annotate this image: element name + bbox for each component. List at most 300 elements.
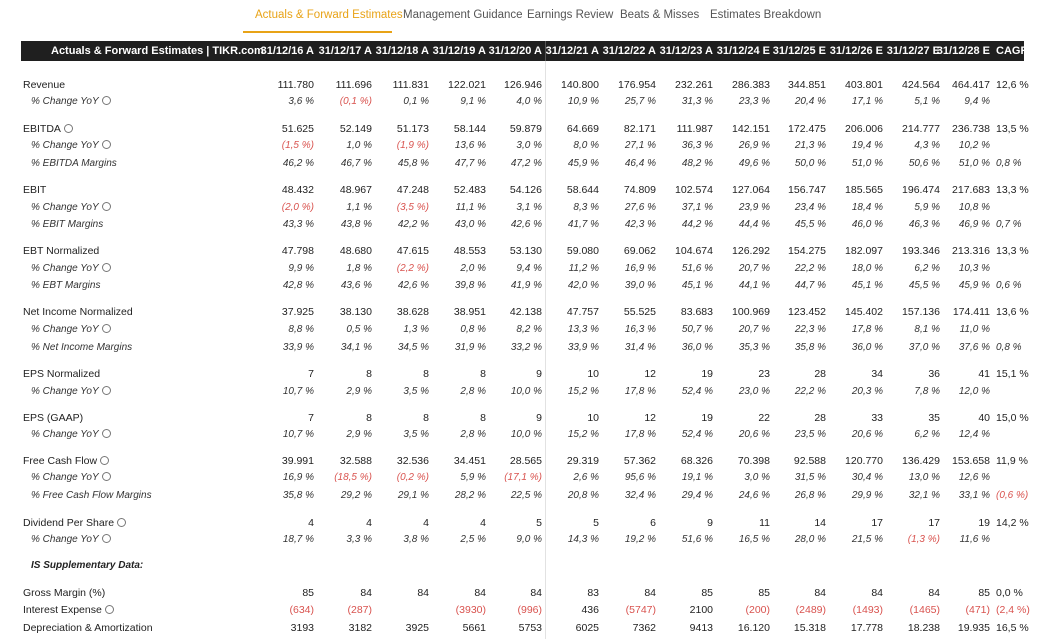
value-cell: (1493) (852, 604, 883, 616)
table-row (0, 278, 1024, 295)
row-label-text: EBITDA (23, 123, 61, 135)
row-label-text: EBT Normalized (23, 245, 100, 257)
value-cell: 12 (644, 412, 656, 424)
value-cell: 286.383 (732, 79, 770, 91)
row-label-text: EPS (GAAP) (23, 412, 84, 424)
value-cell: 11,2 % (568, 263, 599, 274)
info-icon[interactable] (102, 263, 111, 272)
column-header-date: 31/12/16 A (260, 45, 314, 57)
value-cell: 19 (978, 517, 990, 529)
value-cell: 47,2 % (510, 158, 542, 169)
tab-earnings-review[interactable]: Earnings Review (527, 9, 614, 21)
value-cell: 39.991 (281, 455, 314, 467)
value-cell: 47.798 (281, 245, 314, 257)
value-cell: 436 (581, 604, 599, 616)
value-cell: 154.275 (788, 245, 826, 257)
value-cell: 46,0 % (851, 219, 883, 230)
value-cell: 35,8 % (794, 342, 826, 353)
value-cell: 9 (536, 412, 542, 424)
value-cell: 26,8 % (794, 490, 826, 501)
value-cell: (5747) (625, 604, 656, 616)
value-cell: 122.021 (448, 79, 486, 91)
value-cell: 3193 (290, 622, 314, 634)
value-cell: 5 (593, 517, 599, 529)
value-cell: 42,6 % (510, 219, 542, 230)
value-cell: 26,9 % (738, 140, 770, 151)
value-cell: 38.130 (339, 306, 372, 318)
value-cell: 34.451 (453, 455, 486, 467)
value-cell: 9,4 % (516, 263, 542, 274)
column-header-date: 31/12/21 A (545, 45, 599, 57)
info-icon[interactable] (100, 456, 109, 465)
value-cell: 33,9 % (567, 342, 599, 353)
info-icon[interactable] (102, 96, 111, 105)
table-row (0, 94, 1024, 111)
value-cell: 7 (308, 412, 314, 424)
value-cell: 52,4 % (681, 386, 713, 397)
value-cell: 51,0 % (851, 158, 883, 169)
value-cell: 9,9 % (288, 263, 314, 274)
column-header-date: 31/12/28 E (936, 45, 990, 57)
value-cell: 53.130 (509, 245, 542, 257)
value-cell: 44,7 % (794, 280, 826, 291)
row-label (31, 219, 103, 230)
value-cell: 68.326 (680, 455, 713, 467)
value-cell: 10,8 % (958, 202, 990, 213)
row-label-text: % EBITDA Margins (31, 158, 117, 169)
value-cell: 51.173 (396, 123, 429, 135)
value-cell: 46,7 % (340, 158, 372, 169)
value-cell: 111.696 (335, 79, 372, 91)
value-cell: 3,0 % (516, 140, 542, 151)
value-cell: 19.935 (957, 622, 990, 634)
value-cell: 21,3 % (794, 140, 826, 151)
value-cell: (3,5 %) (396, 202, 429, 213)
value-cell: 3,1 % (516, 202, 542, 213)
column-header-date: 31/12/22 A (602, 45, 656, 57)
value-cell: 9,0 % (516, 534, 542, 545)
value-cell: 43,6 % (340, 280, 372, 291)
value-cell: 10,7 % (282, 429, 314, 440)
value-cell: 18,7 % (282, 534, 314, 545)
value-cell: 23 (758, 368, 770, 380)
table-header (21, 41, 1029, 61)
info-icon[interactable] (102, 140, 111, 149)
value-cell: 196.474 (902, 184, 940, 196)
value-cell: 12,4 % (958, 429, 990, 440)
value-cell: 31,3 % (681, 96, 713, 107)
value-cell: 45,1 % (851, 280, 883, 291)
value-cell: 23,0 % (738, 386, 770, 397)
value-cell: 52,4 % (681, 429, 713, 440)
table-row (0, 138, 1024, 155)
row-label-text: % Change YoY (31, 96, 99, 107)
row-label (31, 534, 111, 545)
value-cell: 45,5 % (908, 280, 940, 291)
column-header-date: 31/12/27 E (886, 45, 940, 57)
value-cell: 0,8 % (460, 324, 486, 335)
value-cell: 213.316 (952, 245, 990, 257)
value-cell: 15,2 % (567, 429, 599, 440)
info-icon[interactable] (102, 429, 111, 438)
value-cell: 84 (417, 587, 429, 599)
value-cell: 92.588 (793, 455, 826, 467)
value-cell: 2,8 % (460, 386, 486, 397)
value-cell: 3925 (405, 622, 429, 634)
value-cell: 11,0 % (959, 324, 990, 335)
value-cell: (0,1 %) (339, 96, 372, 107)
value-cell: 127.064 (732, 184, 770, 196)
value-cell: 4 (366, 517, 372, 529)
value-cell: 83.683 (680, 306, 713, 318)
value-cell: 3,0 % (744, 472, 770, 483)
table-row (0, 340, 1024, 357)
value-cell: 145.402 (845, 306, 883, 318)
value-cell: 33,2 % (510, 342, 542, 353)
cagr-cell: 12,6 % (996, 79, 1029, 91)
value-cell: 31,5 % (794, 472, 826, 483)
value-cell: 10 (587, 368, 599, 380)
value-cell: 33 (871, 412, 883, 424)
row-label-text: EPS Normalized (23, 368, 101, 380)
value-cell: 6,2 % (914, 263, 940, 274)
row-label-text: Gross Margin (%) (23, 587, 106, 599)
value-cell: 13,3 % (567, 324, 599, 335)
value-cell: 8 (480, 412, 486, 424)
cagr-cell: 13,3 % (996, 245, 1029, 257)
value-cell: 32,4 % (624, 490, 656, 501)
table-row (0, 585, 1024, 602)
value-cell: 23,9 % (738, 202, 770, 213)
value-cell: 3,8 % (403, 534, 429, 545)
row-label-text: Depreciation & Amortization (23, 622, 153, 634)
value-cell: 140.800 (561, 79, 599, 91)
value-cell: 48.553 (453, 245, 486, 257)
value-cell: 45,8 % (397, 158, 429, 169)
value-cell: 142.151 (732, 123, 770, 135)
value-cell: 59.879 (509, 123, 542, 135)
value-cell: 3,3 % (346, 534, 372, 545)
value-cell: 14 (814, 517, 826, 529)
value-cell: 43,0 % (454, 219, 486, 230)
value-cell: 176.954 (618, 79, 656, 91)
value-cell: 8,0 % (573, 140, 599, 151)
row-label (23, 245, 99, 257)
cagr-cell: 0,7 % (996, 219, 1022, 230)
value-cell: 74.809 (623, 184, 656, 196)
column-header-date: 31/12/26 E (829, 45, 883, 57)
value-cell: 236.738 (952, 123, 990, 135)
row-label-text: % Free Cash Flow Margins (31, 490, 152, 501)
value-cell: 84 (928, 587, 940, 599)
info-icon[interactable] (102, 202, 111, 211)
row-label (31, 490, 152, 501)
value-cell: (471) (965, 604, 990, 616)
value-cell: 64.669 (566, 123, 599, 135)
value-cell: 36,0 % (851, 342, 883, 353)
value-cell: 35,8 % (282, 490, 314, 501)
value-cell: 55.525 (623, 306, 656, 318)
value-cell: 7,8 % (914, 386, 940, 397)
row-label (31, 280, 100, 291)
value-cell: 35,3 % (738, 342, 770, 353)
row-label-text: % Change YoY (31, 202, 99, 213)
value-cell: 4 (423, 517, 429, 529)
table-row (0, 453, 1028, 470)
value-cell: 32.536 (396, 455, 429, 467)
cagr-cell: 16,5 % (996, 622, 1029, 634)
value-cell: 217.683 (952, 184, 990, 196)
row-label (31, 324, 111, 335)
value-cell: 182.097 (845, 245, 883, 257)
row-label (31, 202, 111, 213)
value-cell: 34 (871, 368, 883, 380)
value-cell: 10,0 % (510, 429, 542, 440)
value-cell: 19 (701, 368, 713, 380)
cagr-cell: 11,9 % (996, 455, 1028, 467)
row-label (31, 386, 111, 397)
row-label-text: Net Income Normalized (23, 306, 133, 318)
table-row (0, 488, 1029, 505)
value-cell: 5753 (518, 622, 542, 634)
value-cell: 35 (928, 412, 940, 424)
info-icon[interactable] (105, 605, 114, 614)
column-header-date: 31/12/23 A (659, 45, 713, 57)
value-cell: 84 (871, 587, 883, 599)
value-cell: 46,4 % (624, 158, 656, 169)
value-cell: 50,6 % (908, 158, 940, 169)
value-cell: 51,6 % (681, 263, 713, 274)
value-cell: 7362 (632, 622, 656, 634)
value-cell: 8 (366, 368, 372, 380)
value-cell: 23,3 % (738, 96, 770, 107)
value-cell: 424.564 (902, 79, 940, 91)
value-cell: 84 (474, 587, 486, 599)
value-cell: 16,9 % (624, 263, 656, 274)
value-cell: 126.946 (504, 79, 542, 91)
value-cell: 111.987 (676, 123, 713, 135)
value-cell: 10,9 % (567, 96, 599, 107)
value-cell: 33,1 % (958, 490, 990, 501)
info-icon[interactable] (102, 534, 111, 543)
value-cell: 43,8 % (340, 219, 372, 230)
value-cell: 214.777 (902, 123, 940, 135)
tab-management-guidance[interactable]: Management Guidance (403, 9, 523, 21)
value-cell: 9413 (689, 622, 713, 634)
table-row (0, 182, 1029, 199)
row-label (31, 342, 132, 353)
value-cell: 70.398 (737, 455, 770, 467)
value-cell: (1,5 %) (281, 140, 314, 151)
value-cell: 69.062 (623, 245, 656, 257)
row-label (23, 604, 114, 616)
row-label-text: % Change YoY (31, 472, 99, 483)
value-cell: 46,2 % (282, 158, 314, 169)
value-cell: 27,1 % (624, 140, 656, 151)
table-row (0, 366, 1029, 383)
value-cell: (3930) (455, 604, 486, 616)
value-cell: 2,6 % (573, 472, 599, 483)
value-cell: 82.171 (623, 123, 656, 135)
value-cell: 20,3 % (851, 386, 883, 397)
value-cell: 42,8 % (282, 280, 314, 291)
row-label-text: % Change YoY (31, 534, 99, 545)
value-cell: 12,0 % (958, 386, 990, 397)
row-label (31, 560, 143, 571)
value-cell: (2489) (795, 604, 826, 616)
value-cell: 18,0 % (851, 263, 883, 274)
value-cell: 85 (302, 587, 314, 599)
value-cell: 9,1 % (460, 96, 486, 107)
value-cell: 85 (978, 587, 990, 599)
table-row (0, 532, 1024, 549)
value-cell: (1465) (909, 604, 940, 616)
value-cell: 11 (759, 517, 770, 529)
value-cell: 12,6 % (958, 472, 990, 483)
row-label-text: Interest Expense (23, 604, 102, 616)
value-cell: 15,2 % (567, 386, 599, 397)
row-label-text: % Net Income Margins (31, 342, 133, 353)
value-cell: 84 (644, 587, 656, 599)
value-cell: (287) (347, 604, 372, 616)
value-cell: 20,6 % (851, 429, 883, 440)
row-label-text: % Change YoY (31, 140, 99, 151)
table-row (0, 304, 1029, 321)
value-cell: (634) (289, 604, 314, 616)
value-cell: 29,4 % (681, 490, 713, 501)
table-row (0, 410, 1029, 427)
info-icon[interactable] (102, 472, 111, 481)
row-label-text: Dividend Per Share (23, 517, 115, 529)
value-cell: 8,2 % (516, 324, 542, 335)
value-cell: (200) (745, 604, 770, 616)
row-label (23, 306, 133, 318)
info-icon[interactable] (102, 386, 111, 395)
value-cell: 13,0 % (908, 472, 940, 483)
value-cell: 157.136 (902, 306, 940, 318)
value-cell: (17,1 %) (504, 472, 542, 483)
value-cell: 19,4 % (851, 140, 883, 151)
cagr-cell: 15,0 % (996, 412, 1029, 424)
value-cell: 38.951 (453, 306, 486, 318)
value-cell: (0,2 %) (396, 472, 429, 483)
table-row (0, 602, 1030, 619)
value-cell: 9 (707, 517, 713, 529)
tab-estimates-breakdown[interactable]: Estimates Breakdown (710, 9, 822, 21)
table-row (0, 620, 1029, 637)
value-cell: 31,9 % (454, 342, 486, 353)
row-label (31, 158, 117, 169)
value-cell: (1,3 %) (907, 534, 940, 545)
value-cell: 27,6 % (624, 202, 656, 213)
value-cell: 104.674 (675, 245, 713, 257)
row-label-text: Revenue (23, 79, 66, 91)
value-cell: 172.475 (788, 123, 826, 135)
table-row (0, 200, 1024, 217)
value-cell: 344.851 (788, 79, 826, 91)
value-cell: 48.432 (281, 184, 314, 196)
row-label (23, 587, 105, 599)
value-cell: 8 (423, 368, 429, 380)
value-cell: 193.346 (902, 245, 940, 257)
value-cell: 50,7 % (681, 324, 713, 335)
column-header-date: 31/12/25 E (772, 45, 826, 57)
value-cell: 8 (366, 412, 372, 424)
row-label (31, 429, 111, 440)
value-cell: 45,9 % (567, 158, 599, 169)
table-row (0, 156, 1024, 173)
value-cell: 11,6 % (959, 534, 990, 545)
value-cell: 17,8 % (851, 324, 883, 335)
value-cell: 58.644 (566, 184, 599, 196)
value-cell: 22,5 % (510, 490, 542, 501)
value-cell: 47,7 % (454, 158, 486, 169)
value-cell: 13,6 % (454, 140, 486, 151)
value-cell: 49,6 % (738, 158, 770, 169)
value-cell: 33,9 % (282, 342, 314, 353)
info-icon[interactable] (102, 324, 111, 333)
value-cell: 38.628 (396, 306, 429, 318)
info-icon[interactable] (117, 518, 126, 527)
value-cell: 6,2 % (914, 429, 940, 440)
value-cell: 83 (587, 587, 599, 599)
value-cell: 57.362 (623, 455, 656, 467)
value-cell: 52.483 (453, 184, 486, 196)
value-cell: (1,9 %) (396, 140, 429, 151)
value-cell: 7 (308, 368, 314, 380)
tab-actuals-forward-estimates[interactable]: Actuals & Forward Estimates (255, 9, 403, 21)
value-cell: 28,0 % (794, 534, 826, 545)
value-cell: 17 (871, 517, 883, 529)
value-cell: 20,7 % (738, 263, 770, 274)
value-cell: 16.120 (737, 622, 770, 634)
value-cell: 403.801 (845, 79, 883, 91)
value-cell: 42,3 % (624, 219, 656, 230)
value-cell: 95,6 % (624, 472, 656, 483)
value-cell: 22,3 % (794, 324, 826, 335)
info-icon[interactable] (64, 124, 73, 133)
value-cell: 28.565 (509, 455, 542, 467)
value-cell: (2,2 %) (396, 263, 429, 274)
row-label (31, 472, 111, 483)
row-label (23, 368, 100, 380)
row-label-text: EBIT (23, 184, 47, 196)
value-cell: 206.006 (845, 123, 883, 135)
table-row (0, 322, 1024, 339)
value-cell: 46,9 % (958, 219, 990, 230)
header-divider (545, 41, 546, 61)
value-cell: 48,2 % (681, 158, 713, 169)
row-label (23, 517, 126, 529)
value-cell: 20,8 % (567, 490, 599, 501)
value-cell: 8,3 % (573, 202, 599, 213)
value-cell: 22 (758, 412, 770, 424)
value-cell: 136.429 (902, 455, 940, 467)
value-cell: 23,5 % (794, 429, 826, 440)
value-cell: 4 (308, 517, 314, 529)
value-cell: 17.778 (850, 622, 883, 634)
value-cell: 6 (650, 517, 656, 529)
cagr-cell: 0,6 % (996, 280, 1022, 291)
value-cell: 51.625 (281, 123, 314, 135)
value-cell: 156.747 (788, 184, 826, 196)
value-cell: 5,1 % (914, 96, 940, 107)
value-cell: 84 (530, 587, 542, 599)
cagr-cell: 13,5 % (996, 123, 1029, 135)
table-row (0, 515, 1029, 532)
cagr-cell: 0,8 % (996, 158, 1022, 169)
tab-beats-misses[interactable]: Beats & Misses (620, 9, 700, 21)
